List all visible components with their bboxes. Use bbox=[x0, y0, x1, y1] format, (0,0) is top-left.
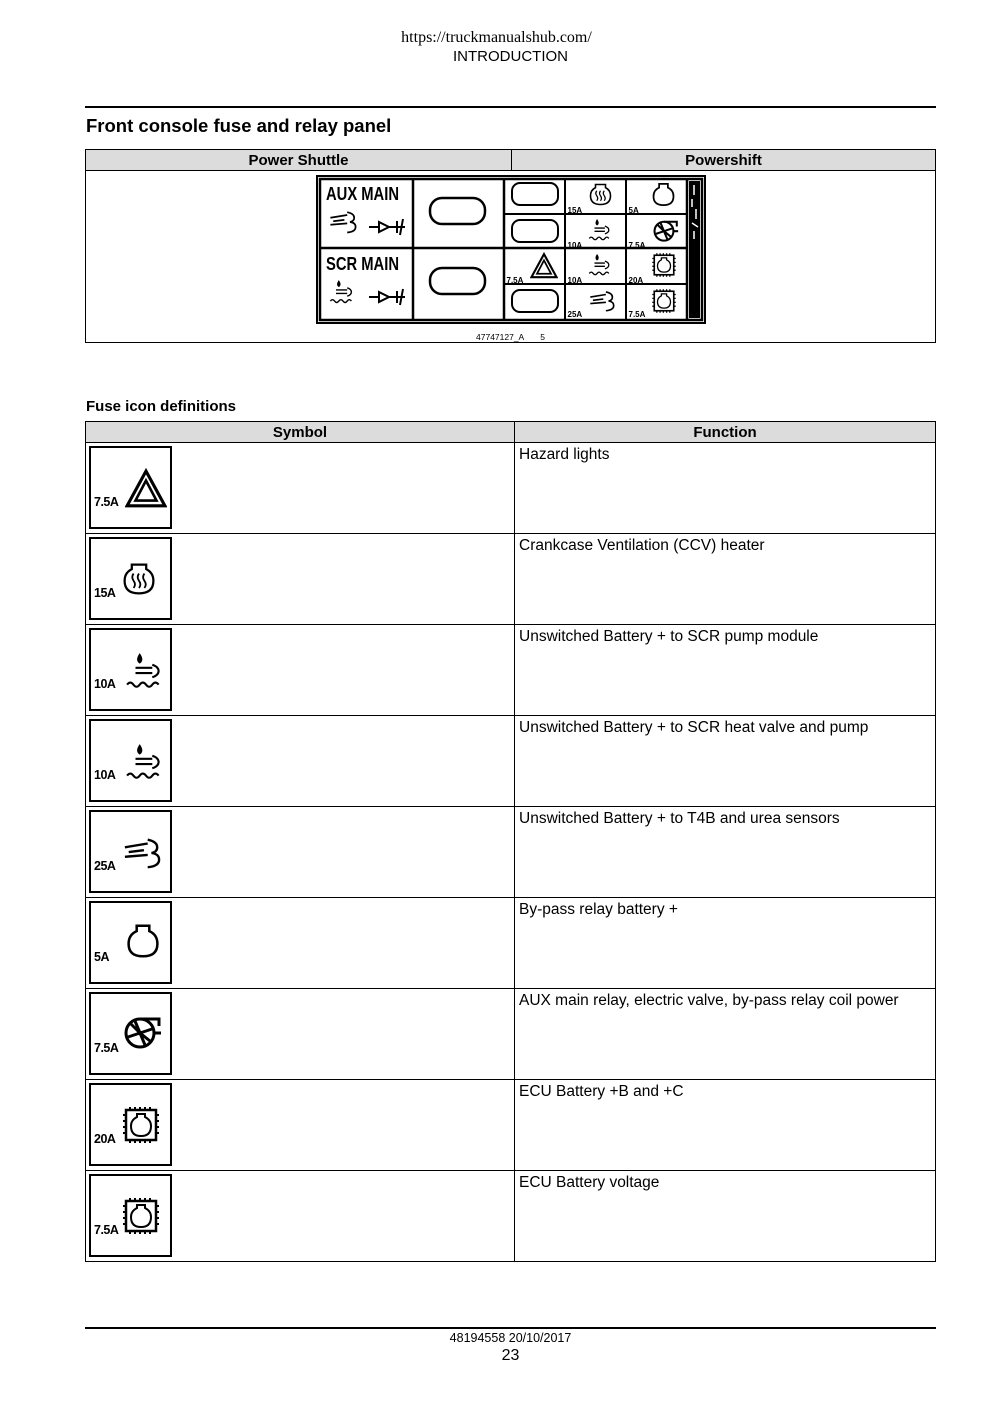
scr-pump-icon bbox=[89, 628, 172, 711]
fuse-amp-label: 7.5A bbox=[628, 310, 646, 319]
function-cell: Unswitched Battery + to SCR pump module bbox=[515, 625, 936, 716]
figure-number: 5 bbox=[540, 332, 545, 342]
col-symbol: Symbol bbox=[86, 422, 515, 443]
panel-section-title: Front console fuse and relay panel bbox=[86, 115, 392, 136]
footer-doc-code: 48194558 20/10/2017 bbox=[449, 1331, 572, 1345]
table-row bbox=[86, 989, 936, 1080]
function-cell: By-pass relay battery + bbox=[515, 898, 936, 989]
definitions-title: Fuse icon definitions bbox=[86, 398, 237, 415]
table-row bbox=[86, 716, 936, 807]
figure-caption bbox=[86, 332, 935, 342]
fuse-amp-label: 5A bbox=[628, 206, 639, 215]
function-cell: Hazard lights bbox=[515, 443, 936, 534]
figure-code: 47747127_A bbox=[476, 332, 525, 342]
amp-label: 7.5A bbox=[94, 495, 119, 509]
function-cell: ECU Battery voltage bbox=[515, 1171, 936, 1262]
table-row bbox=[86, 807, 936, 898]
table-row bbox=[86, 443, 936, 534]
header-section: INTRODUCTION bbox=[453, 48, 568, 65]
amp-label: 5A bbox=[94, 950, 109, 964]
function-cell: Unswitched Battery + to SCR heat valve and pump bbox=[515, 716, 936, 807]
header-url: https://truckmanualshub.com/ bbox=[401, 29, 592, 46]
panel-figure-cell bbox=[86, 171, 936, 343]
header-rule bbox=[85, 106, 936, 108]
engine-outline-icon bbox=[89, 901, 172, 984]
ccv-heater-icon bbox=[89, 537, 172, 620]
fuse-amp-label: 10A bbox=[567, 276, 583, 285]
scr-pump-icon bbox=[89, 719, 172, 802]
table-row bbox=[86, 625, 936, 716]
scr-main-label: SCR MAIN bbox=[325, 254, 399, 274]
ecu-icon bbox=[89, 1174, 172, 1257]
fuse-amp-label: 7.5A bbox=[628, 241, 646, 250]
fuse-amp-label: 15A bbox=[567, 206, 583, 215]
fuse-amp-label: 7.5A bbox=[506, 276, 524, 285]
table-row bbox=[86, 1171, 936, 1262]
col-power-shuttle: Power Shuttle bbox=[86, 150, 512, 171]
col-function: Function bbox=[515, 422, 936, 443]
definitions-table bbox=[85, 421, 936, 1262]
amp-label: 7.5A bbox=[94, 1223, 119, 1237]
function-cell: AUX main relay, electric valve, by-pass relay coil power bbox=[515, 989, 936, 1080]
amp-label: 15A bbox=[94, 586, 116, 600]
table-row bbox=[86, 534, 936, 625]
hazard-triangle-icon bbox=[89, 446, 172, 529]
fuse-amp-label: 20A bbox=[628, 276, 644, 285]
table-row bbox=[86, 898, 936, 989]
footer-rule bbox=[85, 1327, 936, 1329]
fuse-amp-label: 25A bbox=[567, 310, 583, 319]
function-cell: Crankcase Ventilation (CCV) heater bbox=[515, 534, 936, 625]
amp-label: 10A bbox=[94, 677, 116, 691]
ecu-icon bbox=[89, 1083, 172, 1166]
aux-main-label: AUX MAIN bbox=[325, 184, 399, 204]
table-row bbox=[86, 1080, 936, 1171]
exhaust-sensor-icon bbox=[89, 810, 172, 893]
col-powershift: Powershift bbox=[512, 150, 936, 171]
fuse-relay-panel-diagram bbox=[316, 175, 706, 330]
amp-label: 7.5A bbox=[94, 1041, 119, 1055]
function-cell: ECU Battery +B and +C bbox=[515, 1080, 936, 1171]
page-number: 23 bbox=[501, 1347, 520, 1364]
fan-relay-icon bbox=[89, 992, 172, 1075]
fuse-amp-label: 10A bbox=[567, 241, 583, 250]
panel-table bbox=[85, 149, 936, 343]
amp-label: 25A bbox=[94, 859, 116, 873]
function-cell: Unswitched Battery + to T4B and urea sensors bbox=[515, 807, 936, 898]
amp-label: 10A bbox=[94, 768, 116, 782]
amp-label: 20A bbox=[94, 1132, 116, 1146]
